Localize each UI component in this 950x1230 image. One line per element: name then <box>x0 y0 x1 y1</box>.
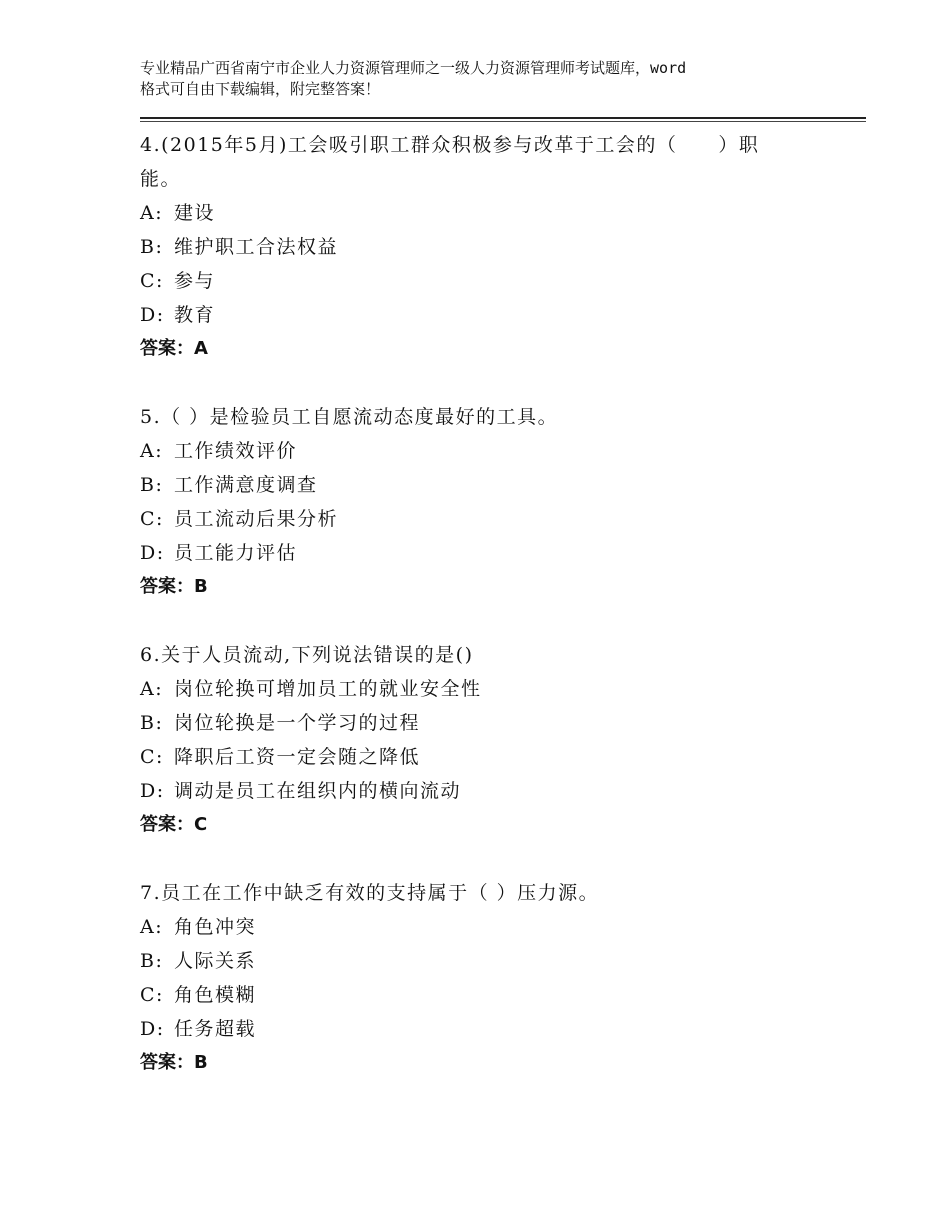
option-a <box>140 196 866 230</box>
option-text: 岗位轮换可增加员工的就业安全性 <box>174 678 482 700</box>
header-divider-thin <box>140 121 866 122</box>
option-c <box>140 740 866 774</box>
option-letter: B: <box>140 474 164 496</box>
option-text: 建设 <box>174 202 216 224</box>
question-6 <box>140 638 866 842</box>
option-a <box>140 434 866 468</box>
header-line-2: 格式可自由下载编辑，附完整答案！ <box>140 80 381 98</box>
option-letter: B: <box>140 950 164 972</box>
header-divider-thick <box>140 117 866 119</box>
option-c <box>140 264 866 298</box>
option-text: 调动是员工在组织内的横向流动 <box>174 780 462 802</box>
answer-label: 答案：B <box>140 576 208 597</box>
document-header <box>140 58 840 100</box>
option-text: 人际关系 <box>174 950 257 972</box>
option-d <box>140 774 866 808</box>
option-text: 员工流动后果分析 <box>174 508 339 530</box>
option-b <box>140 706 866 740</box>
option-letter: D: <box>140 1018 165 1040</box>
option-letter: D: <box>140 780 165 802</box>
option-letter: A: <box>140 440 164 462</box>
option-b <box>140 230 866 264</box>
option-letter: C: <box>140 746 164 768</box>
option-d <box>140 298 866 332</box>
question-text: 6.关于人员流动,下列说法错误的是() <box>140 644 474 666</box>
option-text: 角色冲突 <box>174 916 257 938</box>
question-list <box>140 128 866 1080</box>
question-5 <box>140 400 866 604</box>
option-text: 教育 <box>174 304 216 326</box>
option-c <box>140 978 866 1012</box>
question-4 <box>140 128 866 366</box>
option-letter: B: <box>140 236 164 258</box>
question-text: 4.(2015年5月)工会吸引职工群众积极参与改革于工会的（ ）职能。 <box>140 134 760 190</box>
question-text: 7.员工在工作中缺乏有效的支持属于（ ）压力源。 <box>140 882 600 904</box>
option-d <box>140 536 866 570</box>
question-text: 5.（ ）是检验员工自愿流动态度最好的工具。 <box>140 406 559 428</box>
option-letter: D: <box>140 542 165 564</box>
option-d <box>140 1012 866 1046</box>
option-text: 降职后工资一定会随之降低 <box>174 746 421 768</box>
option-text: 工作绩效评价 <box>174 440 298 462</box>
document-page <box>140 58 866 1114</box>
option-text: 员工能力评估 <box>174 542 298 564</box>
option-text: 角色模糊 <box>174 984 257 1006</box>
option-letter: A: <box>140 678 164 700</box>
option-letter: A: <box>140 202 164 224</box>
option-letter: C: <box>140 508 164 530</box>
option-a <box>140 672 866 706</box>
option-b <box>140 944 866 978</box>
answer-label: 答案：C <box>140 814 208 835</box>
answer-label: 答案：B <box>140 1052 208 1073</box>
option-letter: C: <box>140 270 164 292</box>
option-text: 参与 <box>174 270 216 292</box>
option-c <box>140 502 866 536</box>
option-letter: B: <box>140 712 164 734</box>
option-text: 岗位轮换是一个学习的过程 <box>174 712 421 734</box>
option-b <box>140 468 866 502</box>
header-line-1: 专业精品广西省南宁市企业人力资源管理师之一级人力资源管理师考试题库，word <box>140 59 687 77</box>
option-letter: D: <box>140 304 165 326</box>
option-letter: C: <box>140 984 164 1006</box>
option-text: 工作满意度调查 <box>174 474 318 496</box>
option-text: 维护职工合法权益 <box>174 236 339 258</box>
option-a <box>140 910 866 944</box>
question-7 <box>140 876 866 1080</box>
option-letter: A: <box>140 916 164 938</box>
answer-label: 答案：A <box>140 338 208 359</box>
option-text: 任务超载 <box>174 1018 257 1040</box>
